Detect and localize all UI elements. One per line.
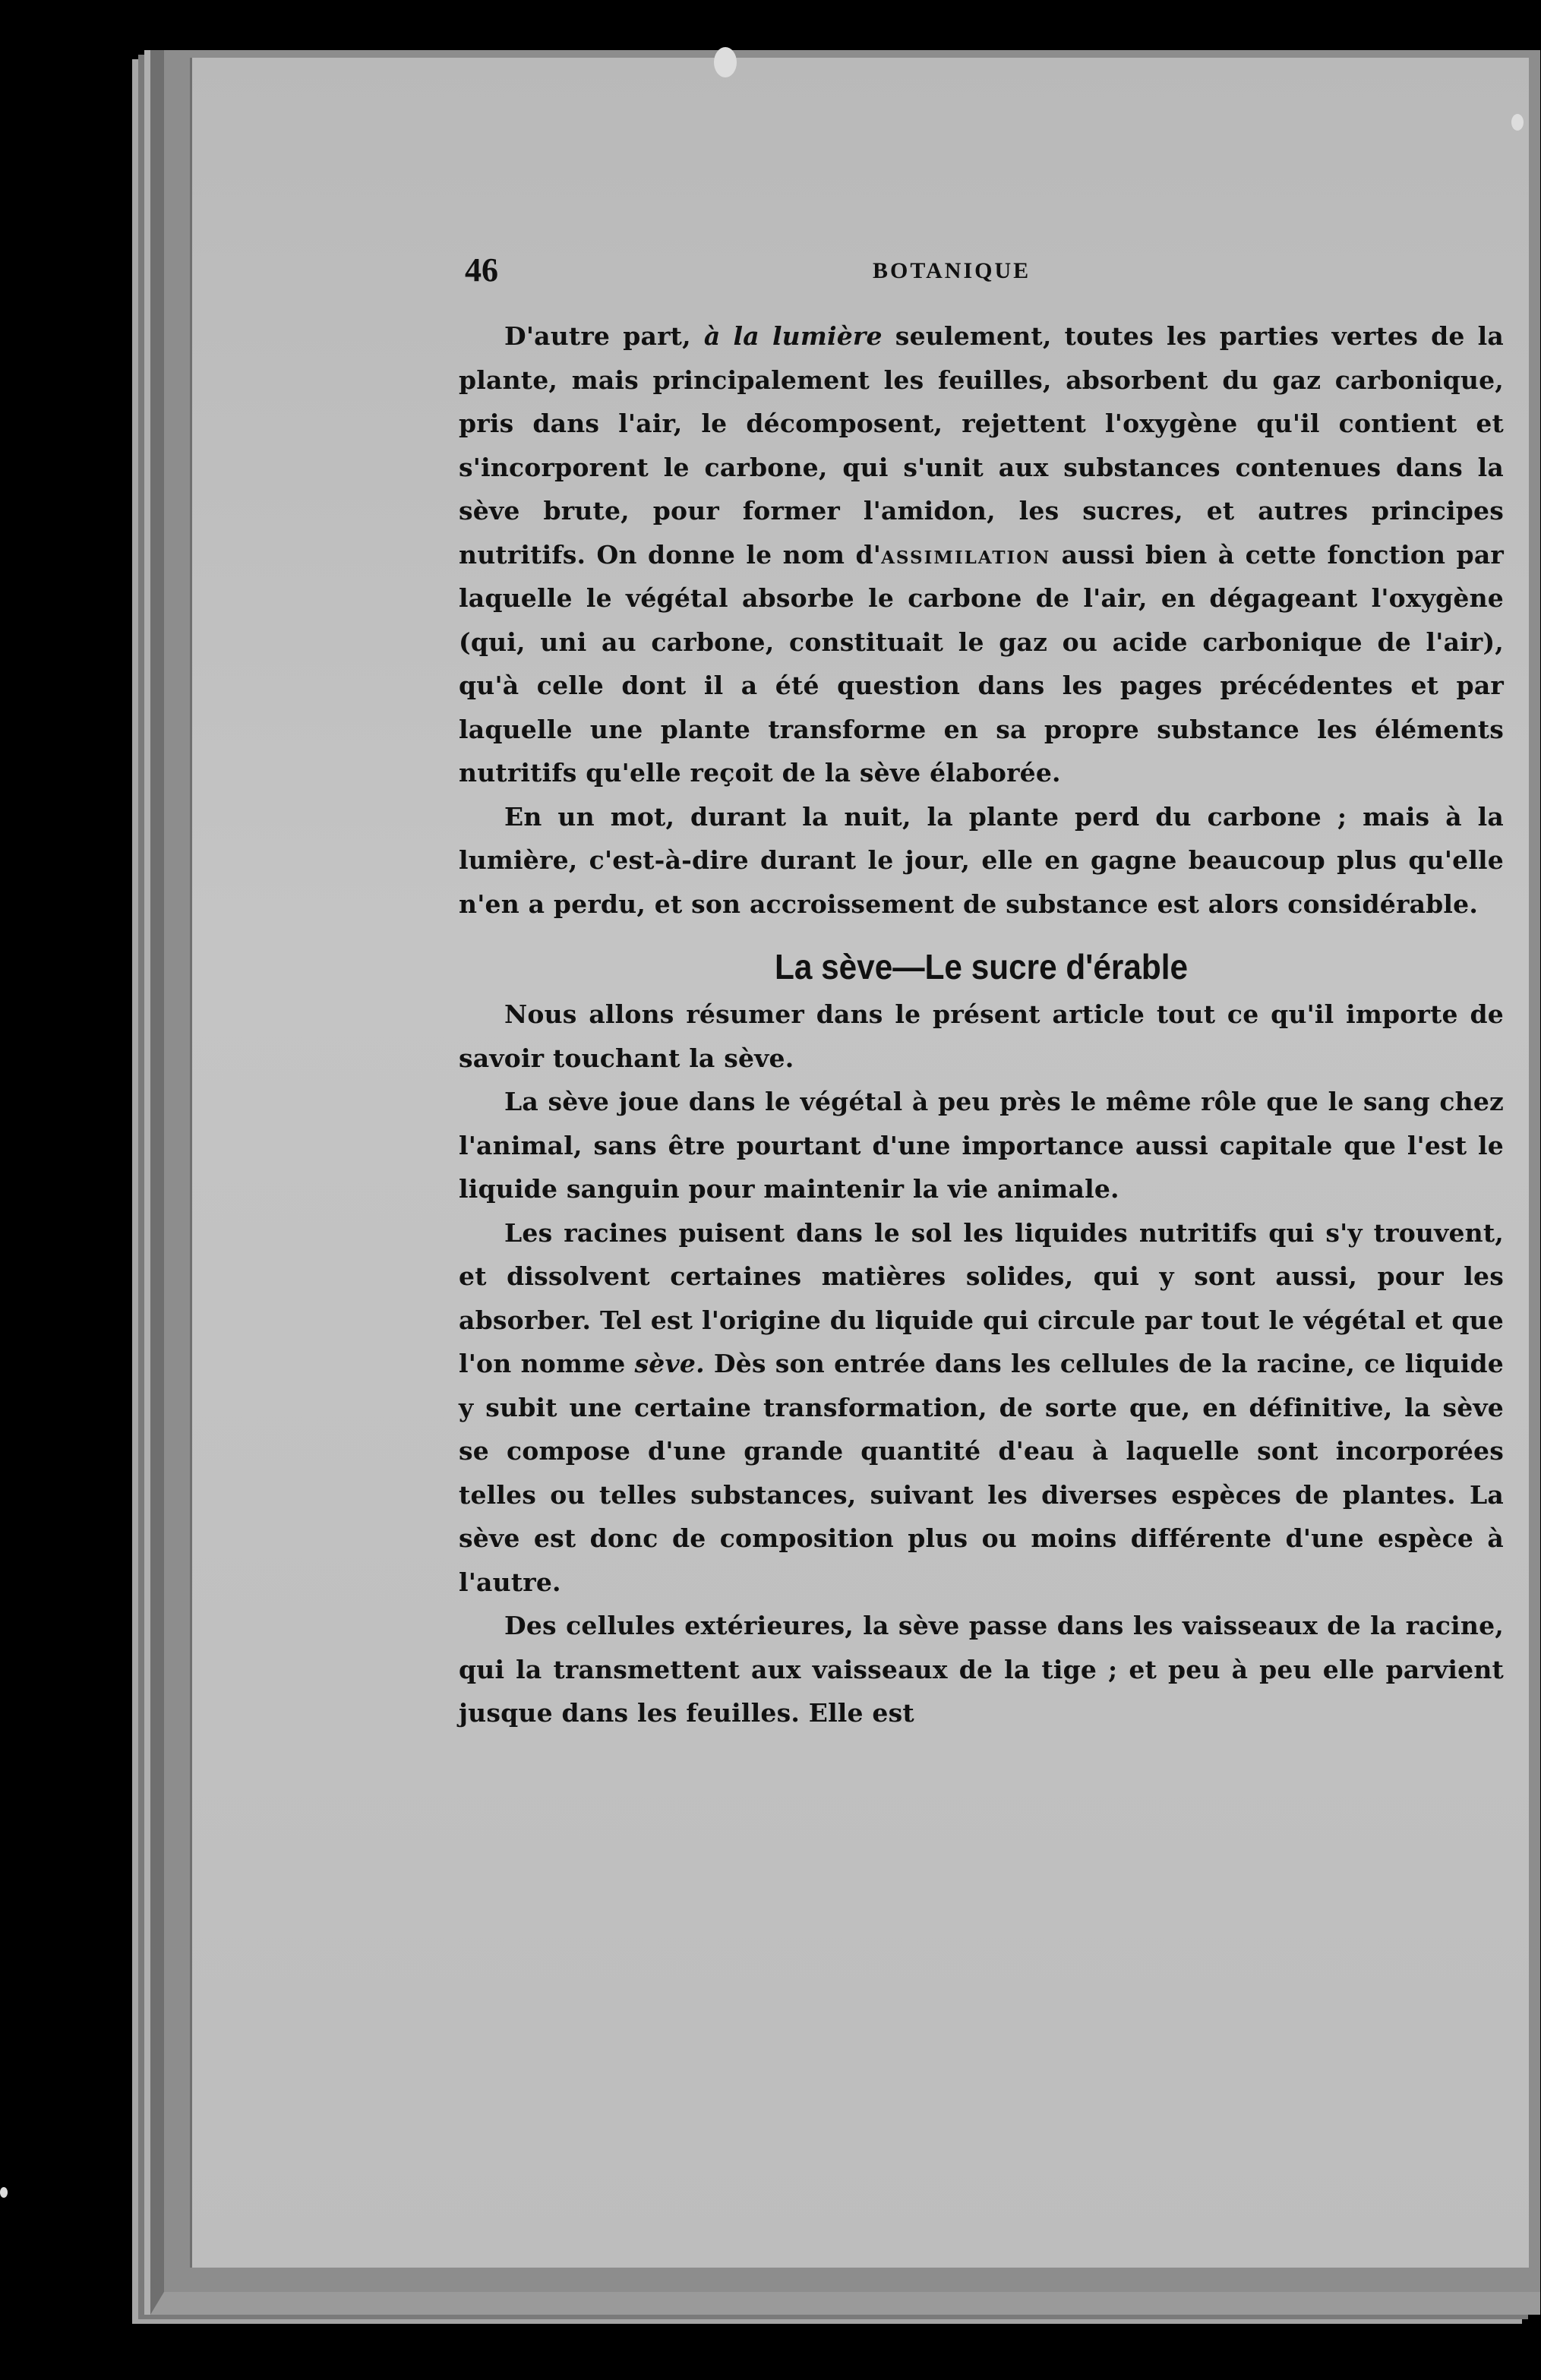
paragraph-text: seulement, toutes les parties vertes de la plante, mais principalement les feuilles, absorbent du gaz carbonique, pris dans l'air, le décomposent, rejettent l'oxygène qu'il contient et s'incorporent le carbone, qui s'unit aux substances contenues dans la sève brute, pour former l'amidon, les sucres, et autres principes nutritifs. On donne le nom d' xyxy=(459,321,1504,570)
paragraph-text: Dès son entrée dans les cellules de la racine, ce liquide y subit une certaine transformation, de sorte que, en définitive, la sève se compose d'une grande quantité d'eau à laquelle sont incorporées telles ou telles substances, suivant les diverses espèces de plantes. La sève est donc de composition plus ou moins différente d'une espèce à l'autre. xyxy=(459,1349,1504,1597)
running-head xyxy=(459,251,1504,314)
dust-speck xyxy=(714,47,737,77)
paragraph-text: aussi bien à cette fonction par laquelle le végétal absorbe le carbone de l'air, en dégageant l'oxygène (qui, uni au carbone, constituait le gaz ou acide carbonique de l'air), qu'à celle dont il a été question dans les pages précédentes et par laquelle une plante transforme en sa propre substance les éléments nutritifs qu'elle reçoit de la sève élaborée. xyxy=(459,539,1504,788)
paragraph-intro-seve: Nous allons résumer dans le présent article tout ce qu'il importe de savoir touchant la sève. xyxy=(459,999,1504,1073)
smallcaps-term: assimilation xyxy=(881,539,1051,570)
paragraph-role-seve: La sève joue dans le végétal à peu près le même rôle que le sang chez l'animal, sans être pourtant d'une importance aussi capitale que l'est le liquide sanguin pour maintenir la vie animale. xyxy=(459,1087,1504,1204)
paragraph-origin-seve xyxy=(459,1211,1504,1605)
paragraph-summary: En un mot, durant la nuit, la plante perd du carbone ; mais à la lumière, c'est-à-dire durant le jour, elle en gagne beaucoup plus qu'elle n'en a perdu, et son accroissement de substance est alors considérable. xyxy=(459,801,1504,919)
running-title: BOTANIQUE xyxy=(873,258,1031,283)
dust-speck xyxy=(0,2187,8,2198)
emphasis-text: sève. xyxy=(634,1349,705,1378)
paragraph-assimilation xyxy=(459,314,1504,795)
paragraph-circulation: Des cellules extérieures, la sève passe dans les vaisseaux de la racine, qui la transmettent aux vaisseaux de la tige ; et peu à peu elle parvient jusque dans les feuilles. Elle est xyxy=(459,1611,1504,1728)
dust-speck xyxy=(1511,114,1524,131)
page-content xyxy=(459,251,1504,1735)
section-heading: La sève—Le sucre d'érable xyxy=(774,947,1189,986)
emphasis-text: à la lumière xyxy=(703,321,883,351)
paragraph-text: D'autre part, xyxy=(504,321,704,351)
paragraph-text: Les racines puisent dans le sol les liquides nutritifs qui s'y trouvent, et dissolvent certaines matières solides, qui y sont aussi, pour les absorber. Tel est l'origine du liquide qui circule par tout le végétal et que l'on nomme xyxy=(459,1217,1504,1378)
page-number: 46 xyxy=(465,251,498,289)
